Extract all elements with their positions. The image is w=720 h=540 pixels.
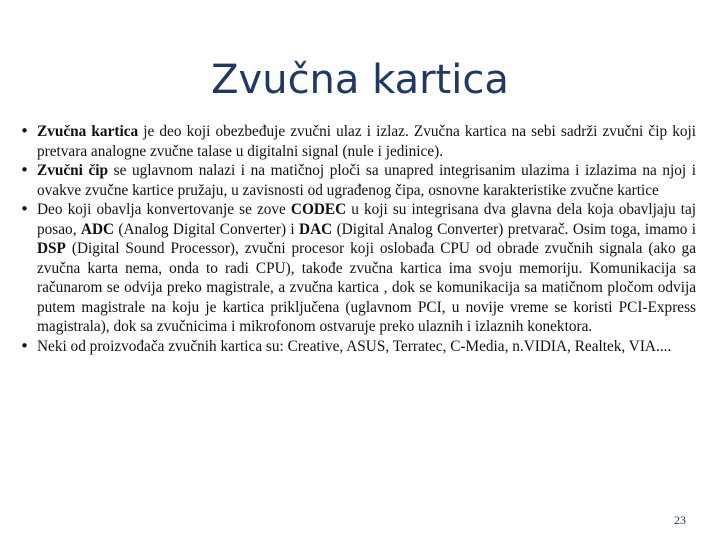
bullet-term: Zvučna kartica	[37, 123, 139, 140]
bullet-dot-icon: •	[20, 161, 30, 179]
bullet-list	[20, 122, 696, 356]
bullet-text: (Analog Digital Converter) i	[114, 220, 300, 238]
bullet-item	[20, 122, 696, 161]
bullet-term: CODEC	[290, 201, 347, 218]
bullet-text: u koji su integrisana dva glavna dela koja obavljaju taj posao,	[37, 201, 696, 238]
slide-title: Zvučna kartica	[211, 57, 509, 103]
bullet-term: DAC	[299, 220, 333, 238]
bullet-term: DSP	[37, 240, 66, 257]
bullet-dot-icon: •	[20, 200, 30, 218]
bullet-text: (Digital Sound Processor), zvučni procesor koji oslobađa CPU od obrade zvučnih signala (ako ga zvučna karta nema, onda to radi CPU), takođe zvučna kartica ima svoju memoriju. Komunikacija sa računarom se odvija preko magistrale, a zvučna kartica , dok se komunikacija sa matičnom pločom odvija putem magistrale na koju je kartica priključena (uglavnom PCI, u novije vreme se koristi PCI-Express magistrala), dok sa zvučnicima i mikrofonom ostvaruje preko ulaznih i izlaznih konektora.	[37, 240, 696, 335]
bullet-text: je deo koji obezbeđuje zvučni ulaz i izlaz. Zvučna kartica na sebi sadrži zvučni čip koji pretvara analogne zvučne talase u digitalni signal (nule i jedinice).	[37, 123, 696, 160]
bullet-text: Neki od proizvođača zvučnih kartica su: Creative, ASUS, Terratec, C-Media, n.VIDIA, Realtek, VIA....	[37, 337, 672, 355]
page-number: 23	[674, 513, 686, 527]
bullet-term: ADC	[80, 220, 115, 238]
bullet-term: Zvučni čip	[37, 162, 109, 179]
bullet-item	[20, 200, 696, 337]
bullet-item	[20, 337, 696, 357]
bullet-text: se uglavnom nalazi i na matičnoj ploči sa unapred integrisanim ulazima i izlazima na njoj i ovakve zvučne kartice pružaju, u zavisnosti od ugrađenog čipa, osnovne karakteristike zvučne kartice	[37, 162, 696, 199]
bullet-text: Deo koji obavlja konvertovanje se zove	[37, 201, 291, 218]
bullet-item	[20, 161, 696, 200]
bullet-text: (Digital Analog Converter) pretvarač. Osim toga, imamo i	[332, 220, 696, 238]
bullet-dot-icon: •	[20, 336, 30, 355]
bullet-dot-icon: •	[20, 122, 30, 140]
